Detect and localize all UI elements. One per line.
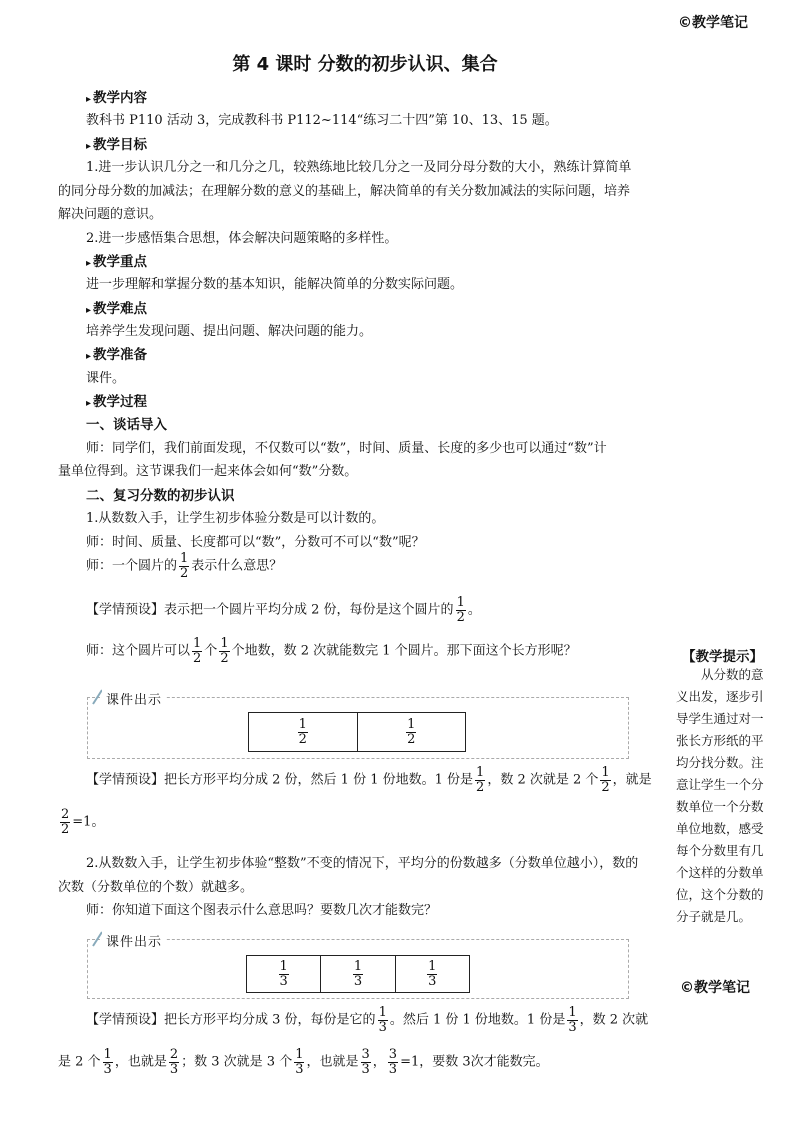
rect-cell <box>247 956 321 992</box>
content-text: 教科书 P110 活动 3，完成教科书 P112~114“练习二十四”第 10、13、15 题。 <box>86 113 558 128</box>
side-tip-heading: 【教学提示】 <box>682 649 763 665</box>
paragraph-3 <box>86 552 282 580</box>
paragraph-6-cont: $\frac{2}{2}$ =1。 <box>61 807 105 837</box>
fraction-one-third: $\frac{1}{3}$ <box>378 1005 387 1035</box>
fraction-one-third: $\frac{1}{3}$ <box>103 1047 112 1077</box>
fraction-two-thirds: $\frac{2}{3}$ <box>169 1047 179 1077</box>
paragraph-9: 【学情预设】把长方形平均分成 3 份，每份是它的 $\frac{1}{3}$ 。然后 1 份 1 份地数。1 份是 $\frac{1}{3}$ ，数 2 次就 <box>86 1005 649 1035</box>
fraction-one-half: $\frac{1}{2}$ <box>601 765 610 795</box>
fraction-one-half: $\frac{1}{2}$ <box>407 716 416 747</box>
header-note: ©教学笔记 <box>678 15 748 31</box>
fraction-one-half: $\frac{1}{2}$ <box>476 765 485 795</box>
section-prep-heading: ▸ 教学准备 <box>86 343 147 363</box>
courseware-label: 课件出示 <box>102 931 166 950</box>
paragraph-7-b: 次数（分数单位的个数）就越多。 <box>58 880 254 895</box>
part-1-heading: 一、谈话导入 <box>86 417 167 433</box>
section-process-heading: ▸ 教学过程 <box>86 390 147 410</box>
p3-prefix: 师：一个圆片的 <box>86 558 178 574</box>
paragraph-10: 是 2 个 $\frac{1}{3}$ ，也就是 $\frac{2}{3}$ ；数 3 次就是 3 个 $\frac{1}{3}$ ，也就是 $\frac{3}{3}$ ， $\frac{3}{3}$ =1，要数 3次才能数完。 <box>58 1047 549 1077</box>
section-key-heading: ▸ 教学重点 <box>86 250 147 270</box>
fraction-one-half: $\frac{1}{2}$ <box>298 716 307 747</box>
paragraph-1: 1.从数数入手，让学生初步体验分数是可以计数的。 <box>86 511 385 526</box>
fraction-one-half: $\frac{1}{2}$ <box>456 595 465 625</box>
fraction-one-third: $\frac{1}{3}$ <box>279 958 288 989</box>
paragraph-6: 【学情预设】把长方形平均分成 2 份，然后 1 份 1 份地数。1 份是 $\frac{1}{2}$ ，数 2 次就是 2 个 $\frac{1}{2}$ ，就是 <box>86 765 652 795</box>
paragraph-7-a: 2.从数数入手，让学生初步体验“整数”不变的情况下，平均分的份数越多（分数单位越小），数的 <box>86 856 639 871</box>
rect-cell <box>396 956 469 992</box>
section-content-heading: ▸ 教学内容 <box>86 86 147 106</box>
rect-cell <box>321 956 395 992</box>
fraction-two-halves: $\frac{2}{2}$ <box>61 807 70 837</box>
fraction-one-third: $\frac{1}{3}$ <box>428 958 437 989</box>
paragraph-2: 师：时间、质量、长度都可以“数”，分数可不可以“数”呢？ <box>86 535 425 550</box>
part-2-heading: 二、复习分数的初步认识 <box>86 488 235 504</box>
courseware-label: 课件出示 <box>102 689 166 708</box>
fraction-one-third: $\frac{1}{3}$ <box>353 958 363 989</box>
goal-1-line-b: 的同分母分数的加减法；在理解分数的意义的基础上，解决简单的有关分数加减法的实际问题，培养 <box>58 184 631 199</box>
fraction-one-half: $\frac{1}{2}$ <box>193 636 202 666</box>
difficulty-text: 培养学生发现问题、提出问题、解决问题的能力。 <box>86 324 373 339</box>
page-title: 第 4 课时 分数的初步认识、集合 <box>232 54 498 75</box>
p3-suffix: 表示什么意思？ <box>191 558 283 574</box>
fraction-three-thirds: $\frac{3}{3}$ <box>361 1047 370 1077</box>
fraction-three-thirds: $\frac{3}{3}$ <box>388 1047 398 1077</box>
paragraph-4: 【学情预设】表示把一个圆片平均分成 2 份，每份是这个圆片的 $\frac{1}{2}$ 。 <box>86 595 481 625</box>
side-tip-text: 从分数的意义出发，逐步引导学生通过对一张长方形纸的平均分找分数。注意让学生一个分数单位一个分数单位地数，感受每个分数里有几个这样的分数单位，这个分数的分子就是几。 <box>676 667 764 924</box>
rect-cell <box>358 713 466 751</box>
goal-1-line-a: 1.进一步认识几分之一和几分之几，较熟练地比较几分之一及同分母分数的大小，熟练计算简单 <box>86 160 632 175</box>
paragraph-8: 师：你知道下面这个图表示什么意思吗？要数几次才能数完？ <box>86 903 438 918</box>
fraction-one-third: $\frac{1}{3}$ <box>295 1047 304 1077</box>
goal-2: 2.进一步感悟集合思想，体会解决问题策略的多样性。 <box>86 231 398 246</box>
paragraph-5: 师：这个圆片可以 $\frac{1}{2}$ 个 $\frac{1}{2}$ 个地数，数 2 次就能数完 1 个圆片。那下面这个长方形呢？ <box>86 636 577 666</box>
section-goals-heading: ▸ 教学目标 <box>86 133 147 153</box>
fraction-one-half: $\frac{1}{2}$ <box>220 636 229 666</box>
fraction-one-third: $\frac{1}{3}$ <box>568 1005 577 1035</box>
prep-text: 课件。 <box>86 371 126 386</box>
key-text: 进一步理解和掌握分数的基本知识，能解决简单的分数实际问题。 <box>86 277 464 292</box>
rectangle-thirds <box>246 955 470 993</box>
goal-1-line-c: 解决问题的意识。 <box>58 207 163 222</box>
rect-cell <box>249 713 358 751</box>
rectangle-halves <box>248 712 466 752</box>
section-difficulty-heading: ▸ 教学难点 <box>86 297 147 317</box>
side-note: ©教学笔记 <box>680 980 750 996</box>
intro-line-a: 师：同学们，我们前面发现，不仅数可以“数”，时间、质量、长度的多少也可以通过“数”计 <box>86 441 607 456</box>
preset-tag: 【学情预设】 <box>86 602 165 618</box>
fraction-one-half: $\frac{1}{2}$ <box>180 551 189 581</box>
intro-line-b: 量单位得到。这节课我们一起来体会如何“数”分数。 <box>58 464 358 479</box>
